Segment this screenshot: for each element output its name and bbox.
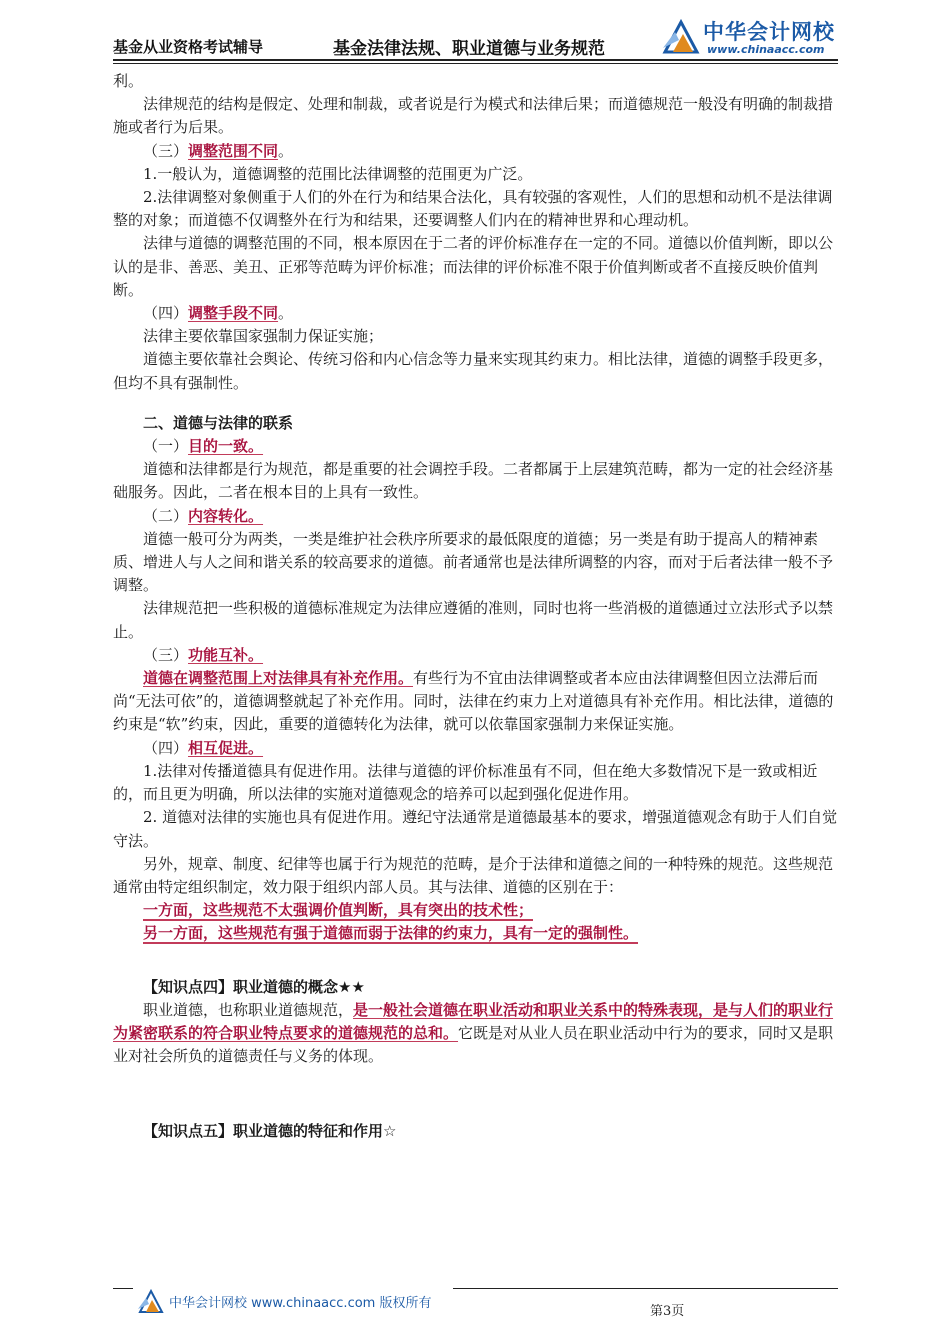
paragraph: 法律与道德的调整范围的不同，根本原因在于二者的评价标准存在一定的不同。道德以价值判断，即以公认的是非、善恶、美丑、正邪等范畴为评价标准；而法律的评价标准不限于价值判断或者不直接反映价值判断。 [113, 234, 834, 299]
paragraph: 利。 [113, 72, 144, 90]
header-logo [661, 14, 841, 58]
highlight-text: 目的一致。 [188, 437, 264, 456]
paragraph: 道德主要依靠社会舆论、传统习俗和内心信念等力量来实现其约束力。相比法律，道德的调整手段更多，但均不具有强制性。 [113, 350, 834, 392]
paragraph: 1.一般认为，道德调整的范围比法律调整的范围更为广泛。 [143, 164, 533, 183]
highlight-text: 另一方面，这些规范有强于道德而弱于法律的约束力，具有一定的强制性。 [143, 924, 639, 943]
highlight-text: 道德在调整范围上对法律具有补充作用。 [143, 669, 414, 688]
highlight-text: 相互促进。 [188, 738, 264, 757]
paragraph: 道德一般可分为两类，一类是维护社会秩序所要求的最低限度的道德；另一类是有助于提高人的精神素质、增进人与人之间和谐关系的较高要求的道德。前者通常也是法律所调整的内容，而对于后者法律一般不予调整。 [113, 529, 834, 595]
paragraph: 道德和法律都是行为规范，都是重要的社会调控手段。二者都属于上层建筑范畴，都为一定的社会经济基础服务。因此，二者在根本目的上具有一致性。 [113, 460, 834, 502]
subheading: （二）内容转化。 [143, 506, 264, 525]
section-heading: 二、道德与法律的联系 [143, 413, 294, 432]
logo-mark-icon [661, 18, 701, 54]
highlight-text: 是一般社会道德在职业活动和职业关系中的特殊表现，是与人们的职业行为紧密联系的符合职业特点要求的道德规范的总和。 [113, 1000, 834, 1042]
footer-rule [453, 1288, 838, 1289]
highlight-text: 功能互补。 [188, 645, 264, 664]
header-center-title: 基金法律法规、职业道德与业务规范 [333, 39, 605, 59]
logo-brand-text: 中华会计网校 [703, 20, 835, 44]
highlight-text: 一方面，这些规范不太强调价值判断，具有突出的技术性； [143, 901, 534, 920]
knowledge-point-heading: 【知识点四】职业道德的概念★★ [143, 977, 365, 996]
paragraph: 2. 道德对法律的实施也具有促进作用。遵纪守法通常是道德最基本的要求，增强道德观念有助于人们自觉守法。 [113, 808, 838, 850]
document-body [113, 70, 838, 1144]
logo-url-text: www.chinaacc.com [707, 43, 825, 56]
header-left-title: 基金从业资格考试辅导 [113, 38, 264, 56]
footer-logo-icon [137, 1288, 165, 1314]
paragraph: 法律规范把一些积极的道德标准规定为法律应遵循的准则，同时也将一些消极的道德通过立法形式予以禁止。 [113, 599, 834, 641]
paragraph: 道德在调整范围上对法律具有补充作用。有些行为不宜由法律调整或者本应由法律调整但因立法滞后而尚“无法可依”的，道德调整就起了补充作用。同时，法律在约束力上对道德具有补充作用。相比法律，道德的约束是“软”约束，因此，重要的道德转化为法律，就可以依靠国家强制力来保证实施。 [113, 669, 834, 734]
header-rule [113, 59, 838, 61]
highlight-text: 调整手段不同 [188, 304, 279, 323]
knowledge-point-heading: 【知识点五】职业道德的特征和作用☆ [143, 1122, 397, 1141]
highlight-text: 内容转化。 [188, 506, 264, 525]
subheading: （四）调整手段不同。 [143, 304, 294, 323]
paragraph: 另外，规章、制度、纪律等也属于行为规范的范畴，是介于法律和道德之间的一种特殊的规范。这些规范通常由特定组织制定，效力限于组织内部人员。其与法律、道德的区别在于： [113, 854, 834, 896]
page-header [113, 14, 838, 60]
paragraph: 法律规范的结构是假定、处理和制裁，或者说是行为模式和法律后果；而道德规范一般没有明确的制裁措施或者行为后果。 [113, 95, 834, 137]
highlight-text: 调整范围不同 [188, 141, 279, 160]
highlight-line [113, 922, 838, 945]
subheading: （一）目的一致。 [143, 437, 264, 456]
paragraph: 法律主要依靠国家强制力保证实施； [143, 327, 384, 346]
header-rule-thin [113, 63, 838, 64]
subheading: （三）调整范围不同。 [143, 141, 294, 160]
page-footer [113, 1284, 838, 1324]
subheading: （四）相互促进。 [143, 738, 264, 757]
subheading: （三）功能互补。 [143, 645, 264, 664]
page-number: 第3页 [650, 1304, 685, 1319]
paragraph: 1.法律对传播道德具有促进作用。法律与道德的评价标准虽有不同，但在绝大多数情况下是一致或相近的，而且更为明确，所以法律的实施对道德观念的培养可以起到强化促进作用。 [113, 761, 818, 804]
footer-rule [113, 1288, 133, 1289]
paragraph: 职业道德，也称职业道德规范，是一般社会道德在职业活动和职业关系中的特殊表现，是与人们的职业行为紧密联系的符合职业特点要求的道德规范的总和。它既是对从业人员在职业活动中行为的要求，同时又是职业对社会所负的道德责任与义务的体现。 [113, 1000, 834, 1066]
highlight-line [113, 899, 838, 922]
paragraph: 2.法律调整对象侧重于人们的外在行为和结果合法化，具有较强的客观性，人们的思想和动机不是法律调整的对象；而道德不仅调整外在行为和结果，还要调整人们内在的精神世界和心理动机。 [113, 188, 833, 230]
footer-copyright: 中华会计网校 www.chinaacc.com 版权所有 [169, 1296, 432, 1311]
